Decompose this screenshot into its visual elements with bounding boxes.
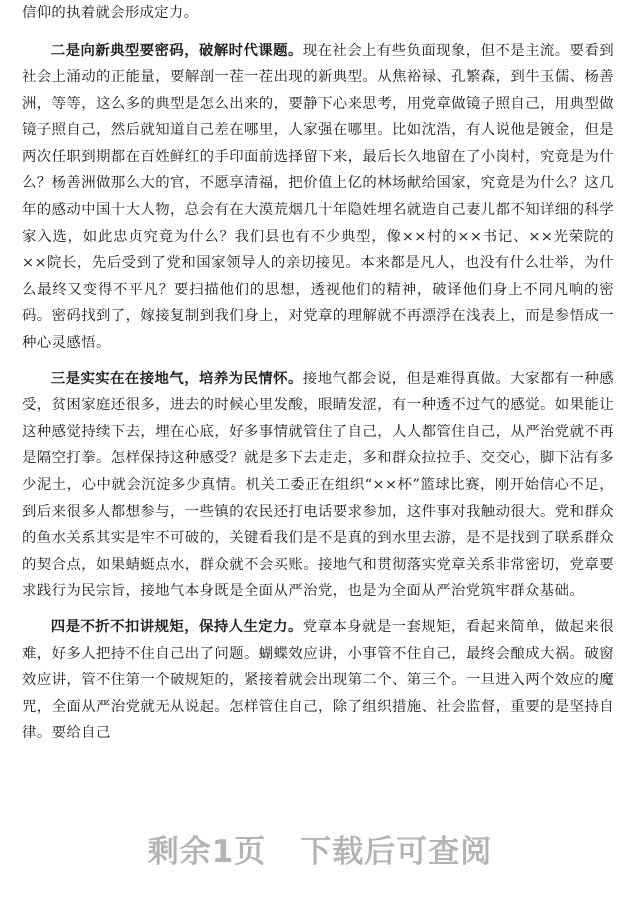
paragraph-heading: 二是向新典型要密码，破解时代课题。 <box>50 41 303 59</box>
paragraph-2 <box>22 38 614 357</box>
paragraph-3 <box>22 366 614 605</box>
paragraph-heading: 四是不折不扣讲规矩，保持人生定力。 <box>50 617 303 635</box>
remaining-pages-label: 剩余1页 <box>147 834 267 870</box>
paragraph-heading: 三是实实在在接地气，培养为民情怀。 <box>50 369 303 387</box>
download-banner[interactable] <box>0 826 640 871</box>
paragraph-body: 现在社会上有些负面现象，但不是主流。要看到社会上涌动的正能量，要解剖一茬一茬出现的新典型。从焦裕禄、孔繁森，到牛玉儒、杨善洲，等等，这么多的典型是怎么出来的，要静下心来思考，用党章做镜子照自己，用典型做镜子照自己，然后就知道自己差在哪里，人家强在哪里。比如沈浩，有人说他是镀金，但是两次任职到期都在百姓鲜红的手印面前选择留下来，最后长久地留在了小岗村，究竟是为什么？杨善洲做那么大的官，不愿享清福，把价值上亿的林场献给国家，究竟是为什么？这几年的感动中国十大人物，总会有在大漠荒烟几十年隐姓埋名就造自己妻儿都不知详细的科学家入选，如此忠贞究竟为什么？我们县也有不少典型，像××村的××书记、××光荣院的××院长，先后受到了党和国家领导人的亲切接见。本来都是凡人，也没有什么壮举，为什么最终又变得不平凡？要扫描他们的思想，透视他们的精神，破译他们身上不同凡响的密码。密码找到了，嫁接复制到我们身上，对党章的理解就不再漂浮在浅表上，而是参悟成一种心灵感悟。 <box>22 42 614 352</box>
document-top-line: 信仰的执着就会形成定力。 <box>22 5 199 21</box>
paragraph-body: 接地气都会说，但是难得真做。大家都有一种感受，贫困家庭还很多，进去的时候心里发酸，眼睛发涩，有一种透不过气的感觉。如果能让这种感觉持续下去，埋在心底，好多事情就管住了自己，人人都管住自己，从严治党就不再是隔空打拳。怎样保持这种感受？就是多下去走走，多和群众拉拉手、交交心，脚下沾有多少泥土，心中就会沉淀多少真情。机关工委正在组织“××杯”篮球比赛，刚开始信心不足，到后来很多人都想参与，一些镇的农民还打电话要求参加，这件事对我触动很大。党和群众的鱼水关系其实是牢不可破的，关键看我们是不是真的到水里去游，是不是找到了联系群众的契合点，如果蜻蜓点水，群众就不会买账。接地气和贯彻落实党章关系非常密切，党章要求践行为民宗旨，接地气本身既是全面从严治党，也是为全面从严治党筑牢群众基础。 <box>22 370 614 600</box>
paragraph-body: 党章本身就是一套规矩，看起来简单，做起来很难，好多人把持不住自己出了问题。蝴蝶效应讲，小事管不住自己，最终会酿成大祸。破窗效应讲，管不住第一个破规矩的，紧接着就会出现第二个、第三个。一旦进入两个效应的魔咒，全面从严治党就无从说起。怎样管住自己，除了组织措施、社会监督，重要的是坚持自律。要给自己 <box>22 618 614 742</box>
download-to-view-label[interactable]: 下载后可查阅 <box>300 834 493 870</box>
paragraph-4 <box>22 614 614 747</box>
